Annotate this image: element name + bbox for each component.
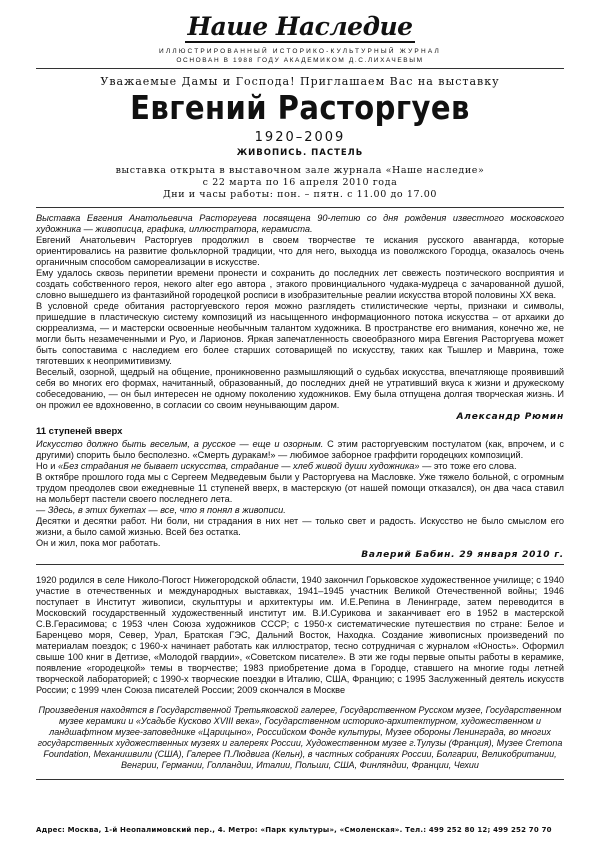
paragraph: Он и жил, пока мог работать. (36, 538, 161, 548)
dates-line: с 22 марта по 16 апреля 2010 года (202, 177, 398, 188)
author-signature: Валерий Бабин. 29 января 2010 г. (361, 550, 564, 560)
paragraph: Ему удалось сквозь перипетии времени пронести и сохранить до последних лет свежесть поэтического восприятия и создать собственного героя, некого alter ego автора , этакого провинциального чудака-мудреца с зачарованной душой, словно вышедшего из фантазийной городецкой росписи в изобразительные реалии искусства второй половины ХХ века. (36, 268, 564, 300)
divider (36, 207, 564, 208)
exhibition-venue (36, 165, 564, 201)
author-signature: Александр Рюмин (456, 412, 564, 422)
collections-list: Произведения находятся в Государственной Третьяковской галерее, Государственном Русском музее, Государственном музее керамики и «Усадьбе Кусково XVIII века», Государственном историко-архитектурном, художественном и ландшафтном музее-заповеднике «Царицыно», Российском Фонде культуры, Музее обороны Ленинграда, во многих государственных художественных музеях и галереях России, Художественном музее г.Тулузы (Франция), Музее Cremona Foundation, Механишвили (США), Галерее П.Людвига (Кельн), в частных собраниях России, Болгарии, Великобритании, Венгрии, Германии, Голландии, Италии, Польши, США, Финляндии, Франции, Чехии (37, 705, 563, 770)
paragraph: В октябре прошлого года мы с Сергеем Медведевым были у Расторгуева на Масловке. Уже тяжело больной, с огромным трудом преодолев свои ежедневные 11 ступеней вверх, в мастерскую (от нашей помощи отказался), он два часа ставил на мольберт пастели своего последнего лета. (36, 472, 564, 504)
divider (36, 68, 564, 69)
article-babin (36, 439, 564, 549)
contact-address: Адрес: Москва, 1-й Неопалимовский пер., 4. Метро: «Парк культуры», «Смоленская». Тел.: 499 252 80 12; 499 252 70 70 (36, 826, 552, 834)
paragraph (36, 461, 564, 472)
paragraph: В условной среде обитания расторгуевского героя можно разглядеть стилистические черты, признаки и символы, пришедшие в пластическую систему композиций из насыщенного информационного потока искусства – от архаики до сюрреализма, — и мастерски освоенные необычным талантом художника. В пространстве его внимания, конечно же, не могли быть незамеченными и Руо, и Ларионов. Яркая запечатленность своеобразного мира Евгения Расторгуева может быть сопоставима с наследием его более старших сотоварищей по искусству, таких как Тышлер и Маврина, тоже тяготевших к неопримитивизму. (36, 301, 564, 366)
paragraph (36, 439, 564, 461)
magazine-founded: ОСНОВАН В 1988 ГОДУ АКАДЕМИКОМ Д.С.ЛИХАЧЕВЫМ (176, 57, 424, 64)
invitation-line: Уважаемые Дамы и Господа! Приглашаем Вас на выставку (100, 75, 500, 88)
paragraph: Евгений Анатольевич Расторгуев продолжил в своем творчестве те искания русского авангарда, которые ориентировались на развитие фольклорной традиции, что для него, выходца из поволжского Городца, оказалось очень органичным способом самореализации в искусстве. (36, 235, 564, 267)
article-intro: Выставка Евгения Анатольевича Расторгуева посвящена 90-летию со дня рождения известного московского художника — живописца, графика, иллюстратора, керамиста. (36, 213, 564, 234)
hours-line: Дни и часы работы: пон. – пятн. с 11.00 до 17.00 (162, 189, 438, 200)
magazine-logo (36, 12, 564, 42)
quote: «Без страдания не бывает искусства, страдание — хлеб живой души художника» (57, 461, 420, 471)
divider (36, 564, 564, 565)
venue-line: выставка открыта в выставочном зале журнала «Наше наследие» (115, 165, 485, 176)
paragraph-text: Но и (36, 461, 58, 471)
paragraph-text: — это тоже его слова. (419, 461, 517, 471)
artist-name: Евгений Расторгуев (130, 88, 470, 127)
logo-text: Наше Наследие (187, 12, 413, 41)
quote: — Здесь, в этих букетах — все, что я понял в живописи. (36, 505, 286, 515)
paragraph: Десятки и десятки работ. Ни боли, ни страдания в них нет — только свет и радость. Искусство не было смыслом его жизни, а было самой жизнью. Всей без остатка. (36, 516, 564, 537)
divider (36, 779, 564, 780)
exhibition-genre: ЖИВОПИСЬ. ПАСТЕЛЬ (236, 148, 364, 158)
article-heading: 11 ступеней вверх (36, 426, 123, 437)
paragraph: Веселый, озорной, щедрый на общение, проникновенно размышляющий о судьбах искусства, впечатляюще проявивший себя во многих его формах, начитанный, образованный, до последних дней не утративший вкуса к жизни и дружескому собеседованию, — он был интересен не одному поколению художников. Ему была отпущена долгая творческая жизнь. И он прожил ее вдохновенно, в согласии со своим неунывающим даром. (36, 367, 564, 410)
quote: Искусство должно быть веселым, а русское — еще и озорным. (36, 439, 324, 449)
paragraph-text: С этим расторгуевским постулатом (как, впрочем, и с другими) спорить было бесполезно. «Смерть дуракам!» — любимое заборное граффити городецких композиций. (36, 439, 565, 460)
biography: 1920 родился в селе Николо-Погост Нижегородской области, 1940 закончил Горьковское художественное училище; с 1940 участие в отечественных и международных выставках, 1941–1945 участник Великой Отечественной войны; 1946 поступает в Институт живописи, скульптуры и архитектуры им. И.Е.Репина в Ленинграде, затем переводится в Московский государственный художественный институт им. В.И.Сурикова и заканчивает его в 1952 в мастерской С.В.Герасимова; с 1953 член Союза художников СССР; с 1950-х систематические путешествия по стране: Белое и Баренцево моря, Север, Урал, Братская ГЭС, Дальний Восток, Находка. Создание живописных произведений по материалам поездок; с 1960-х начинает работать как иллюстратор, тесно сотрудничая с журналом «Юность». Оформил свыше 100 книг в Детгизе, «Молодой гвардии», «Советском писателе». В эти же годы первые опыты работы в керамике, появление «городецкой» темы в творчестве; 1983 приобретение дома в Городце, ставшего на многие годы летней творческой лабораторией; с 1990-х творческие поездки в Италию, США, Францию; с 1995 Заслуженный деятель искусств России; с 1999 член Союза писателей России; 2009 скончался в Москве (36, 575, 564, 695)
article-ryumin (36, 213, 564, 411)
artist-years: 1920–2009 (254, 130, 346, 145)
magazine-tagline: ИЛЛЮСТРИРОВАННЫЙ ИСТОРИКО-КУЛЬТУРНЫЙ ЖУРНАЛ (159, 48, 441, 55)
